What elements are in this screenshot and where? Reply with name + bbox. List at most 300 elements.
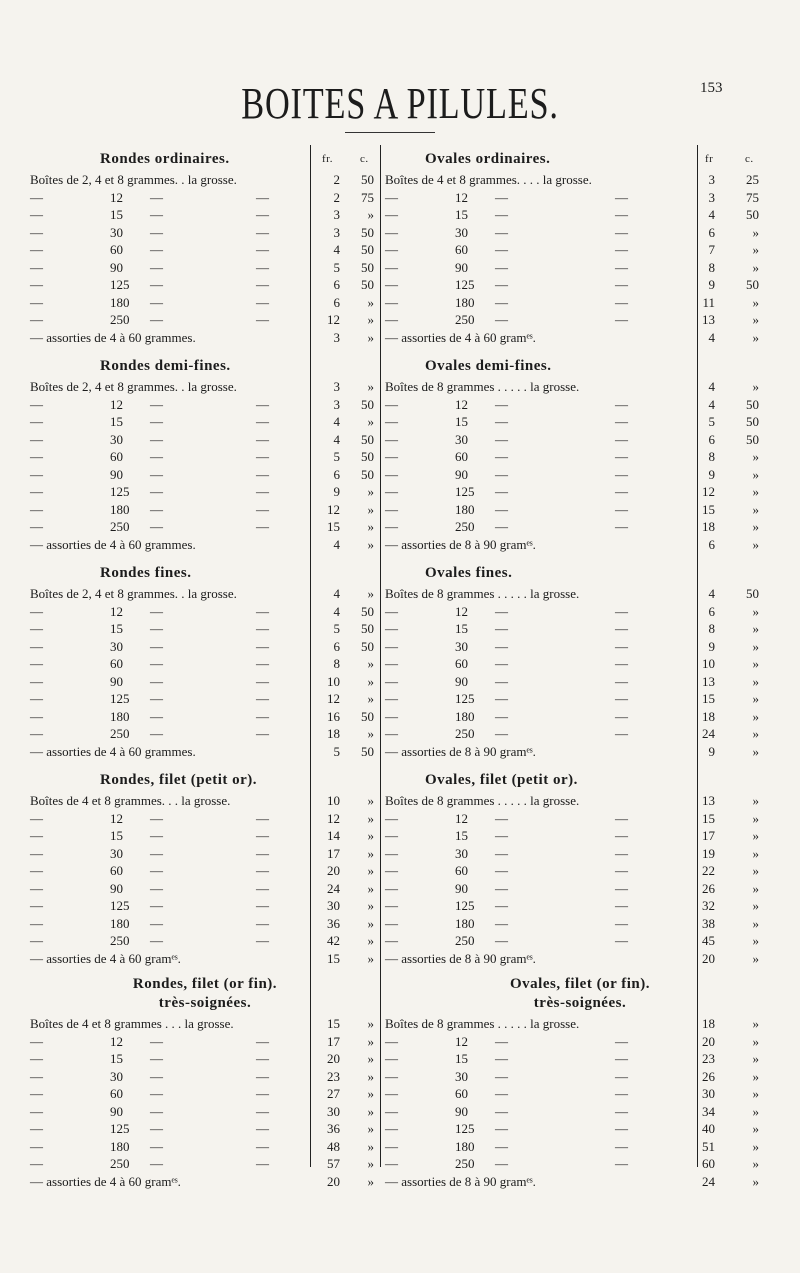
price-row: [385, 501, 775, 519]
ditto-dash: —: [385, 1086, 398, 1101]
row-size: 90: [110, 673, 123, 689]
price-row: [385, 396, 775, 414]
price-francs: 36: [327, 1121, 340, 1136]
price-centimes: 50: [746, 431, 759, 447]
price-row: [385, 1138, 775, 1156]
page-title: BOITES A PILULES.: [241, 79, 559, 128]
price-francs: 13: [702, 793, 715, 808]
ditto-dash: —: [256, 656, 269, 671]
ditto-dash: —: [150, 466, 163, 482]
price-row: [385, 708, 775, 726]
price-row: [30, 241, 380, 259]
row-size: 30: [110, 224, 123, 240]
ditto-dash: —: [495, 207, 508, 222]
ditto-dash: —: [256, 242, 269, 257]
section-title-text: Rondes ordinaires.: [100, 151, 230, 167]
ditto-dash: —: [495, 242, 508, 257]
price-row: [385, 431, 775, 449]
ditto-dash: —: [615, 242, 628, 257]
ditto-dash: —: [495, 466, 508, 482]
price-francs: 26: [702, 880, 715, 896]
price-row: [30, 690, 380, 708]
row-size: 60: [455, 656, 468, 671]
ditto-dash: —: [256, 396, 269, 412]
ditto-dash: —: [256, 259, 269, 275]
ditto-dash: —: [256, 691, 269, 706]
ditto-dash: —: [150, 1121, 163, 1136]
price-centimes: »: [367, 828, 374, 843]
ditto-dash: —: [495, 638, 508, 654]
ditto-dash: —: [256, 519, 269, 534]
price-francs: 3: [708, 172, 715, 187]
title-rule: [345, 132, 435, 133]
price-francs: 6: [708, 536, 715, 552]
price-row: [385, 620, 775, 638]
ditto-dash: —: [385, 431, 398, 447]
ditto-dash: —: [385, 224, 398, 240]
ditto-dash: —: [495, 484, 508, 499]
ditto-dash: —: [30, 1103, 43, 1119]
ditto-dash: —: [150, 845, 163, 861]
price-row: [30, 311, 380, 329]
price-francs: 23: [702, 1051, 715, 1066]
ditto-dash: —: [615, 189, 628, 205]
ditto-dash: —: [256, 484, 269, 499]
price-row: [30, 950, 380, 968]
row-description: — assorties de 4 à 60 gramᵉˢ.: [30, 1173, 181, 1189]
ditto-dash: —: [150, 431, 163, 447]
price-centimes: »: [367, 880, 374, 896]
section-gap: [30, 346, 380, 354]
ditto-dash: —: [256, 277, 269, 292]
price-francs: 23: [327, 1068, 340, 1084]
ditto-dash: —: [615, 207, 628, 222]
price-francs: 9: [708, 466, 715, 482]
ditto-dash: —: [30, 189, 43, 205]
ditto-dash: —: [615, 519, 628, 534]
price-francs: 24: [327, 880, 340, 896]
price-centimes: 50: [361, 431, 374, 447]
row-description: — assorties de 8 à 90 gramᵉˢ.: [385, 743, 536, 759]
ditto-dash: —: [150, 259, 163, 275]
price-row: [385, 725, 775, 743]
row-size: 12: [110, 810, 123, 826]
price-row: [30, 1173, 380, 1191]
ditto-dash: —: [150, 621, 163, 636]
ditto-dash: —: [495, 414, 508, 429]
ditto-dash: —: [150, 828, 163, 843]
price-row: [30, 413, 380, 431]
price-francs: 9: [708, 638, 715, 654]
price-francs: 6: [708, 431, 715, 447]
price-centimes: »: [752, 898, 759, 913]
ditto-dash: —: [615, 621, 628, 636]
price-centimes: 50: [746, 277, 759, 292]
section-title: [385, 768, 775, 792]
price-francs: 51: [702, 1138, 715, 1154]
ditto-dash: —: [615, 1086, 628, 1101]
ditto-dash: —: [615, 1103, 628, 1119]
price-francs: 30: [327, 1103, 340, 1119]
ditto-dash: —: [495, 1156, 508, 1171]
row-size: 125: [110, 898, 130, 913]
ditto-dash: —: [256, 1033, 269, 1049]
section-title-text: Ovales fines.: [425, 565, 513, 581]
ditto-dash: —: [385, 1068, 398, 1084]
price-francs: 12: [327, 312, 340, 327]
price-row: [30, 1103, 380, 1121]
ditto-dash: —: [615, 708, 628, 724]
ditto-dash: —: [256, 189, 269, 205]
row-size: 15: [455, 621, 468, 636]
ditto-dash: —: [495, 396, 508, 412]
ditto-dash: —: [256, 431, 269, 447]
ditto-dash: —: [385, 1138, 398, 1154]
price-francs: 2: [333, 189, 340, 205]
ditto-dash: —: [150, 1051, 163, 1066]
ditto-dash: —: [495, 312, 508, 327]
ditto-dash: —: [30, 449, 43, 464]
ditto-dash: —: [150, 898, 163, 913]
price-centimes: »: [752, 1086, 759, 1101]
row-size: 12: [110, 1033, 123, 1049]
price-centimes: 50: [361, 638, 374, 654]
row-description: Boîtes de 8 grammes . . . . . la grosse.: [385, 379, 580, 394]
row-size: 180: [455, 294, 475, 310]
price-francs: 15: [327, 519, 340, 534]
ditto-dash: —: [495, 277, 508, 292]
ditto-dash: —: [256, 501, 269, 517]
price-centimes: »: [752, 950, 759, 966]
ditto-dash: —: [150, 691, 163, 706]
price-centimes: »: [752, 466, 759, 482]
ditto-dash: —: [256, 708, 269, 724]
price-francs: 57: [327, 1156, 340, 1171]
row-size: 30: [455, 1068, 468, 1084]
ditto-dash: —: [385, 277, 398, 292]
price-row: [385, 311, 775, 329]
ditto-dash: —: [615, 484, 628, 499]
price-centimes: »: [367, 1138, 374, 1154]
row-size: 125: [110, 484, 130, 499]
price-row: [385, 897, 775, 915]
ditto-dash: —: [385, 603, 398, 619]
price-francs: 4: [708, 379, 715, 394]
price-centimes: 50: [361, 621, 374, 636]
price-row: [385, 1173, 775, 1191]
ditto-dash: —: [385, 312, 398, 327]
price-francs: 18: [702, 519, 715, 534]
price-francs: 4: [333, 242, 340, 257]
ditto-dash: —: [30, 933, 43, 948]
ditto-dash: —: [30, 863, 43, 878]
row-size: 60: [455, 242, 468, 257]
price-francs: 18: [702, 1016, 715, 1031]
price-row: [385, 1120, 775, 1138]
price-centimes: 50: [746, 396, 759, 412]
price-francs: 6: [708, 224, 715, 240]
row-description: Boîtes de 4 et 8 grammes. . . la grosse.: [30, 793, 231, 808]
price-centimes: 50: [361, 466, 374, 482]
price-row: [30, 189, 380, 207]
price-row: [30, 673, 380, 691]
price-francs: 3: [708, 189, 715, 205]
price-centimes: »: [752, 294, 759, 310]
price-francs: 6: [333, 277, 340, 292]
price-row: [385, 241, 775, 259]
ditto-dash: —: [615, 1121, 628, 1136]
ditto-dash: —: [615, 915, 628, 931]
price-centimes: 50: [746, 414, 759, 429]
price-francs: 6: [708, 603, 715, 619]
ditto-dash: —: [495, 1138, 508, 1154]
price-row: [385, 536, 775, 554]
ditto-dash: —: [30, 810, 43, 826]
price-francs: 6: [333, 638, 340, 654]
price-row: [385, 329, 775, 347]
price-row: [30, 1120, 380, 1138]
price-centimes: »: [367, 1121, 374, 1136]
price-centimes: »: [752, 793, 759, 808]
price-francs: 11: [702, 294, 715, 310]
ditto-dash: —: [150, 396, 163, 412]
price-centimes: »: [367, 207, 374, 222]
price-francs: 27: [327, 1086, 340, 1101]
ditto-dash: —: [495, 726, 508, 741]
ditto-dash: —: [256, 294, 269, 310]
row-size: 12: [455, 603, 468, 619]
ditto-dash: —: [495, 673, 508, 689]
row-size: 60: [455, 1086, 468, 1101]
price-centimes: »: [367, 519, 374, 534]
price-centimes: »: [752, 621, 759, 636]
price-centimes: 50: [361, 708, 374, 724]
ditto-dash: —: [615, 414, 628, 429]
price-francs: 6: [333, 466, 340, 482]
ditto-dash: —: [385, 898, 398, 913]
price-francs: 12: [702, 484, 715, 499]
ditto-dash: —: [385, 810, 398, 826]
price-row: [385, 518, 775, 536]
price-centimes: »: [367, 1156, 374, 1171]
row-size: 15: [455, 828, 468, 843]
row-size: 125: [110, 691, 130, 706]
ditto-dash: —: [385, 845, 398, 861]
price-row: [385, 655, 775, 673]
price-centimes: »: [752, 1173, 759, 1189]
price-row: [30, 294, 380, 312]
ditto-dash: —: [30, 708, 43, 724]
price-francs: 10: [327, 673, 340, 689]
price-francs: 3: [333, 396, 340, 412]
price-francs: 9: [708, 277, 715, 292]
ditto-dash: —: [30, 484, 43, 499]
ditto-dash: —: [385, 828, 398, 843]
section-subtitle-text: très-soignées.: [158, 995, 252, 1011]
row-size: 60: [455, 449, 468, 464]
price-francs: 4: [333, 586, 340, 601]
ditto-dash: —: [30, 1121, 43, 1136]
price-francs: 9: [333, 484, 340, 499]
ditto-dash: —: [30, 294, 43, 310]
price-centimes: 50: [361, 259, 374, 275]
section-title-text: Ovales demi-fines.: [425, 358, 552, 374]
ditto-dash: —: [615, 828, 628, 843]
ditto-dash: —: [256, 1068, 269, 1084]
ditto-dash: —: [150, 863, 163, 878]
ditto-dash: —: [30, 277, 43, 292]
section-title-text: Rondes, filet (petit or).: [100, 772, 258, 788]
ditto-dash: —: [615, 810, 628, 826]
section-title-text: Rondes, filet (or fin).: [132, 976, 278, 992]
price-row: [385, 673, 775, 691]
price-centimes: »: [367, 793, 374, 808]
price-centimes: 25: [746, 172, 759, 187]
price-row: [30, 378, 380, 396]
price-francs: 3: [333, 207, 340, 222]
ditto-dash: —: [150, 1068, 163, 1084]
price-row: [385, 638, 775, 656]
row-size: 30: [110, 638, 123, 654]
price-francs: 12: [327, 810, 340, 826]
price-centimes: »: [752, 828, 759, 843]
price-row: [30, 603, 380, 621]
price-centimes: »: [367, 1103, 374, 1119]
price-centimes: »: [752, 519, 759, 534]
ditto-dash: —: [256, 312, 269, 327]
section-title: [30, 561, 380, 585]
ditto-dash: —: [30, 603, 43, 619]
price-francs: 48: [327, 1138, 340, 1154]
ditto-dash: —: [385, 656, 398, 671]
price-francs: 16: [327, 708, 340, 724]
ditto-dash: —: [150, 501, 163, 517]
ditto-dash: —: [385, 673, 398, 689]
row-size: 250: [110, 726, 130, 741]
price-row: [30, 171, 380, 189]
ditto-dash: —: [30, 828, 43, 843]
ditto-dash: —: [615, 294, 628, 310]
price-francs: 45: [702, 933, 715, 948]
ditto-dash: —: [150, 1033, 163, 1049]
ditto-dash: —: [256, 603, 269, 619]
ditto-dash: —: [615, 726, 628, 741]
price-row: [30, 725, 380, 743]
price-centimes: 50: [361, 603, 374, 619]
price-row: [30, 827, 380, 845]
ditto-dash: —: [495, 431, 508, 447]
ditto-dash: —: [256, 466, 269, 482]
price-row: [30, 932, 380, 950]
row-size: 250: [455, 312, 475, 327]
ditto-dash: —: [30, 915, 43, 931]
ditto-dash: —: [256, 638, 269, 654]
right-price-column: [385, 147, 775, 1190]
price-centimes: »: [752, 1121, 759, 1136]
price-centimes: »: [752, 915, 759, 931]
price-francs: 8: [708, 449, 715, 464]
price-centimes: »: [367, 898, 374, 913]
price-centimes: 50: [746, 586, 759, 601]
section-gap: [30, 760, 380, 768]
price-row: [30, 880, 380, 898]
price-francs: 32: [702, 898, 715, 913]
price-francs: 7: [708, 242, 715, 257]
price-centimes: »: [367, 312, 374, 327]
price-row: [30, 1050, 380, 1068]
ditto-dash: —: [256, 673, 269, 689]
row-size: 15: [455, 414, 468, 429]
ditto-dash: —: [385, 414, 398, 429]
price-centimes: »: [367, 1173, 374, 1189]
price-francs: 36: [327, 915, 340, 931]
price-row: [30, 810, 380, 828]
ditto-dash: —: [615, 396, 628, 412]
header-francs: fr.: [322, 153, 333, 165]
ditto-dash: —: [495, 259, 508, 275]
section-title: [385, 147, 775, 171]
row-size: 30: [455, 638, 468, 654]
price-francs: 4: [333, 603, 340, 619]
ditto-dash: —: [150, 1103, 163, 1119]
ditto-dash: —: [615, 638, 628, 654]
ditto-dash: —: [256, 1156, 269, 1171]
row-size: 12: [110, 603, 123, 619]
price-centimes: »: [752, 845, 759, 861]
price-centimes: »: [752, 1156, 759, 1171]
price-francs: 12: [327, 501, 340, 517]
ditto-dash: —: [615, 933, 628, 948]
price-row: [385, 1068, 775, 1086]
ditto-dash: —: [615, 603, 628, 619]
price-francs: 24: [702, 1173, 715, 1189]
section-gap: [385, 760, 775, 768]
price-centimes: »: [752, 726, 759, 741]
row-size: 30: [110, 845, 123, 861]
row-description: — assorties de 8 à 90 gramᵉˢ.: [385, 536, 536, 552]
price-francs: 20: [702, 1033, 715, 1049]
row-size: 60: [110, 863, 123, 878]
row-size: 180: [455, 708, 475, 724]
section-title: [30, 147, 380, 171]
ditto-dash: —: [385, 396, 398, 412]
ditto-dash: —: [30, 207, 43, 222]
price-centimes: »: [752, 1033, 759, 1049]
ditto-dash: —: [256, 898, 269, 913]
row-description: — assorties de 8 à 90 gramᵉˢ.: [385, 950, 536, 966]
ditto-dash: —: [495, 828, 508, 843]
ditto-dash: —: [30, 656, 43, 671]
price-centimes: »: [752, 603, 759, 619]
section-title: [30, 768, 380, 792]
ditto-dash: —: [256, 810, 269, 826]
price-row: [385, 950, 775, 968]
ditto-dash: —: [385, 726, 398, 741]
price-row: [30, 448, 380, 466]
ditto-dash: —: [495, 1121, 508, 1136]
price-row: [385, 224, 775, 242]
row-size: 12: [455, 396, 468, 412]
row-size: 125: [455, 277, 475, 292]
row-size: 250: [455, 726, 475, 741]
row-description: — assorties de 4 à 60 grammes.: [30, 743, 196, 759]
price-centimes: »: [752, 1103, 759, 1119]
price-francs: 22: [702, 863, 715, 878]
price-centimes: »: [752, 1016, 759, 1031]
price-francs: 15: [327, 1016, 340, 1031]
price-row: [30, 915, 380, 933]
ditto-dash: —: [30, 519, 43, 534]
